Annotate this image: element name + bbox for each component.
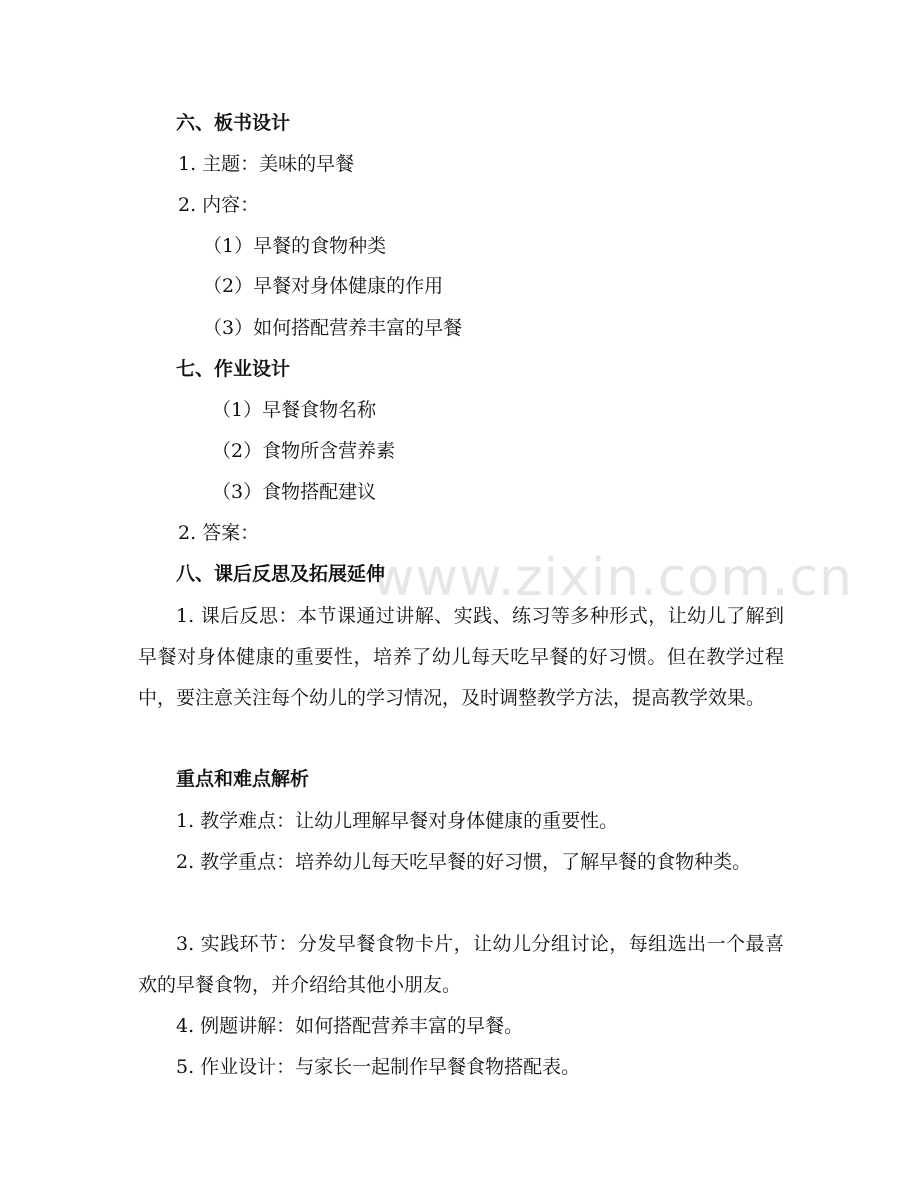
section-heading-reflection: 八、课后反思及拓展延伸 <box>176 563 386 585</box>
section-heading-key-points: 重点和难点解析 <box>176 768 310 790</box>
board-design-sub-1: （1）早餐的食物种类 <box>203 235 387 257</box>
key-point-4: 4. 例题讲解：如何搭配营养丰富的早餐。 <box>176 1015 524 1037</box>
key-point-5: 5. 作业设计：与家长一起制作早餐食物搭配表。 <box>176 1056 581 1078</box>
key-point-1: 1. 教学难点：让幼儿理解早餐对身体健康的重要性。 <box>176 810 619 832</box>
homework-sub-2: （2）食物所含营养素 <box>212 440 396 462</box>
section-heading-homework: 七、作业设计 <box>176 358 291 380</box>
board-design-item-2: 2. 内容： <box>178 194 260 216</box>
board-design-sub-3: （3）如何搭配营养丰富的早餐 <box>203 317 463 339</box>
reflection-paragraph: 1. 课后反思：本节课通过讲解、实践、练习等多种形式，让幼儿了解到早餐对身体健康的重要性，培养了幼儿每天吃早餐的好习惯。但在教学过程中，要注意关注每个幼儿的学习情况，及时调整教学方法，提高教学效果。 <box>138 605 784 709</box>
section-heading-board-design: 六、板书设计 <box>176 112 291 134</box>
homework-answer: 2. 答案： <box>178 522 260 544</box>
board-design-sub-2: （2）早餐对身体健康的作用 <box>203 275 444 297</box>
homework-sub-3: （3）食物搭配建议 <box>212 481 377 503</box>
key-point-3: 3. 实践环节：分发早餐食物卡片，让幼儿分组讨论，每组选出一个最喜欢的早餐食物，并介绍给其他小朋友。 <box>138 933 784 996</box>
key-point-2: 2. 教学重点：培养幼儿每天吃早餐的好习惯，了解早餐的食物种类。 <box>176 851 752 873</box>
watermark: www.zixin.com.cn <box>372 548 853 608</box>
board-design-item-1: 1. 主题：美味的早餐 <box>178 153 355 175</box>
homework-sub-1: （1）早餐食物名称 <box>212 399 377 421</box>
